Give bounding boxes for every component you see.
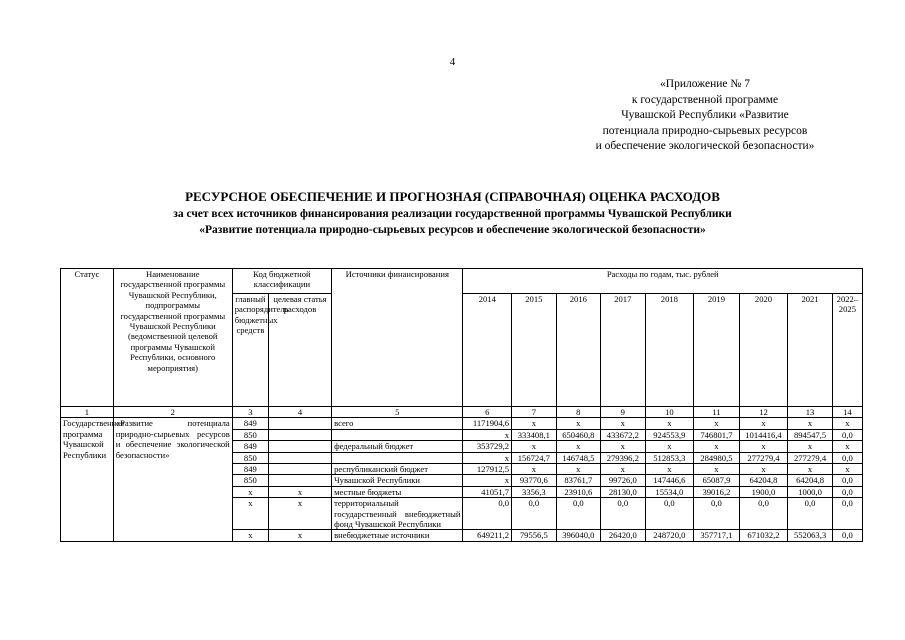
grbs-cell: x: [232, 486, 268, 497]
amount-cell: 156724,7: [512, 452, 556, 463]
amount-cell: x: [512, 418, 556, 429]
amount-cell: x: [556, 441, 600, 452]
amount-cell: 357717,1: [694, 530, 740, 541]
amount-cell: 353729,2: [463, 441, 512, 452]
header-year: 2015: [512, 294, 556, 407]
amount-cell: 512853,3: [645, 452, 694, 463]
amount-cell: x: [463, 475, 512, 486]
column-number: 10: [645, 407, 694, 418]
amount-cell: 0,0: [832, 530, 862, 541]
source-cell: местные бюджеты: [332, 486, 463, 497]
amount-cell: 279396,2: [601, 452, 645, 463]
amount-cell: 0,0: [645, 498, 694, 530]
column-number: 5: [332, 407, 463, 418]
amount-cell: 1171904,6: [463, 418, 512, 429]
amount-cell: x: [739, 464, 788, 475]
grbs-cell: 850: [232, 429, 268, 440]
amount-cell: x: [463, 429, 512, 440]
amount-cell: x: [788, 441, 832, 452]
amount-cell: 23910,6: [556, 486, 600, 497]
amount-cell: x: [512, 464, 556, 475]
amount-cell: x: [739, 418, 788, 429]
column-number: 13: [788, 407, 832, 418]
source-cell: республиканский бюджет: [332, 464, 463, 475]
amount-cell: x: [645, 441, 694, 452]
header-year: 2016: [556, 294, 600, 407]
title-line-2: за счет всех источников финансирования реализации государственной программы Чувашской Республики: [173, 208, 732, 220]
amount-cell: 0,0: [512, 498, 556, 530]
appendix-header: [565, 77, 845, 155]
header-expenses: Расходы по годам, тыс. рублей: [463, 269, 863, 294]
amount-cell: x: [788, 464, 832, 475]
grbs-cell: 849: [232, 464, 268, 475]
grbs-cell: x: [232, 530, 268, 541]
amount-cell: 0,0: [463, 498, 512, 530]
csr-cell: [268, 452, 331, 463]
appendix-line: и обеспечение экологической безопасности»: [595, 140, 815, 152]
amount-cell: 0,0: [601, 498, 645, 530]
column-number: 12: [739, 407, 788, 418]
document-title: [0, 188, 905, 238]
source-cell: Чувашской Республики: [332, 475, 463, 486]
amount-cell: x: [512, 441, 556, 452]
source-cell: внебюджетные источники: [332, 530, 463, 541]
amount-cell: 28130,0: [601, 486, 645, 497]
amount-cell: 99726,0: [601, 475, 645, 486]
amount-cell: 0,0: [832, 486, 862, 497]
source-cell: всего: [332, 418, 463, 429]
grbs-cell: x: [232, 498, 268, 530]
appendix-line: «Приложение № 7: [660, 78, 750, 90]
csr-cell: [268, 475, 331, 486]
status-cell: Государственная программа Чувашской Республики: [61, 418, 114, 541]
header-csr: целевая статья расходов: [268, 294, 331, 407]
grbs-cell: 850: [232, 475, 268, 486]
appendix-line: к государственной программе: [631, 93, 779, 106]
amount-cell: x: [556, 418, 600, 429]
amount-cell: x: [556, 464, 600, 475]
header-sources: Источники финансирования: [332, 269, 463, 407]
amount-cell: x: [463, 452, 512, 463]
amount-cell: x: [788, 418, 832, 429]
amount-cell: x: [832, 464, 862, 475]
header-year: 2014: [463, 294, 512, 407]
amount-cell: x: [601, 464, 645, 475]
amount-cell: 147446,6: [645, 475, 694, 486]
amount-cell: 0,0: [832, 475, 862, 486]
table-header-row: [61, 269, 863, 294]
amount-cell: x: [645, 418, 694, 429]
amount-cell: 649211,2: [463, 530, 512, 541]
header-year: 2019: [694, 294, 740, 407]
header-year: 2021: [788, 294, 832, 407]
amount-cell: 433672,2: [601, 429, 645, 440]
title-line-3: «Развитие потенциала природно-сырьевых ресурсов и обеспечение экологической безопасности»: [199, 224, 706, 236]
amount-cell: 0,0: [832, 429, 862, 440]
amount-cell: 146748,5: [556, 452, 600, 463]
column-number: 4: [268, 407, 331, 418]
amount-cell: 83761,7: [556, 475, 600, 486]
column-number: 6: [463, 407, 512, 418]
appendix-line: потенциала природно-сырьевых ресурсов: [602, 124, 808, 137]
program-name-cell: «Развитие потенциала природно-сырьевых ресурсов и обеспечение экологической безопасности»: [113, 418, 232, 541]
header-grbs: главный распорядитель бюджетных средств: [232, 294, 268, 407]
amount-cell: 248720,0: [645, 530, 694, 541]
amount-cell: 671032,2: [739, 530, 788, 541]
amount-cell: x: [694, 464, 740, 475]
page-number: 4: [449, 56, 456, 68]
column-number: 14: [832, 407, 862, 418]
column-number: 7: [512, 407, 556, 418]
amount-cell: x: [601, 441, 645, 452]
amount-cell: 0,0: [832, 498, 862, 530]
amount-cell: 41051,7: [463, 486, 512, 497]
amount-cell: 924553,9: [645, 429, 694, 440]
amount-cell: 650460,8: [556, 429, 600, 440]
grbs-cell: 850: [232, 452, 268, 463]
header-name: Наименование государственной программы Чувашской Республики, подпрограммы государственной программы Чувашской Республики (ведомственной целевой программы Чувашской Республики, основного мероприятия): [113, 269, 232, 407]
source-cell: федеральный бюджет: [332, 441, 463, 452]
column-number-row: [61, 407, 863, 418]
amount-cell: 64204,8: [788, 475, 832, 486]
csr-cell: [268, 441, 331, 452]
amount-cell: x: [832, 441, 862, 452]
amount-cell: 1000,0: [788, 486, 832, 497]
header-year: 2022–2025: [832, 294, 862, 407]
amount-cell: 284980,5: [694, 452, 740, 463]
source-cell: [332, 452, 463, 463]
csr-cell: [268, 418, 331, 429]
header-year: 2020: [739, 294, 788, 407]
amount-cell: 552063,3: [788, 530, 832, 541]
amount-cell: 333408,1: [512, 429, 556, 440]
column-number: 1: [61, 407, 114, 418]
amount-cell: 39016,2: [694, 486, 740, 497]
header-status: Статус: [61, 269, 114, 407]
csr-cell: x: [268, 486, 331, 497]
source-cell: территориальный государственный внебюджетный фонд Чувашской Республики: [332, 498, 463, 530]
amount-cell: 277279,4: [788, 452, 832, 463]
amount-cell: 396040,0: [556, 530, 600, 541]
amount-cell: 0,0: [694, 498, 740, 530]
appendix-line: Чувашской Республики «Развитие: [621, 109, 789, 121]
amount-cell: x: [694, 441, 740, 452]
grbs-cell: 849: [232, 418, 268, 429]
amount-cell: 26420,0: [601, 530, 645, 541]
amount-cell: x: [694, 418, 740, 429]
header-year: 2017: [601, 294, 645, 407]
amount-cell: 894547,5: [788, 429, 832, 440]
csr-cell: x: [268, 498, 331, 530]
amount-cell: 0,0: [788, 498, 832, 530]
amount-cell: 79556,5: [512, 530, 556, 541]
column-number: 9: [601, 407, 645, 418]
amount-cell: 277279,4: [739, 452, 788, 463]
amount-cell: 0,0: [739, 498, 788, 530]
header-year: 2018: [645, 294, 694, 407]
column-number: 3: [232, 407, 268, 418]
csr-cell: x: [268, 530, 331, 541]
amount-cell: 0,0: [832, 452, 862, 463]
amount-cell: 127912,5: [463, 464, 512, 475]
source-cell: [332, 429, 463, 440]
amount-cell: 746801,7: [694, 429, 740, 440]
amount-cell: 65087,9: [694, 475, 740, 486]
amount-cell: 1900,0: [739, 486, 788, 497]
amount-cell: 93770,6: [512, 475, 556, 486]
amount-cell: 0,0: [556, 498, 600, 530]
title-line-1: РЕСУРСНОЕ ОБЕСПЕЧЕНИЕ И ПРОГНОЗНАЯ (СПРАВОЧНАЯ) ОЦЕНКА РАСХОДОВ: [185, 189, 720, 204]
csr-cell: [268, 464, 331, 475]
column-number: 11: [694, 407, 740, 418]
amount-cell: x: [739, 441, 788, 452]
table-row: [61, 418, 863, 429]
amount-cell: 3356,3: [512, 486, 556, 497]
amount-cell: x: [832, 418, 862, 429]
amount-cell: 1014416,4: [739, 429, 788, 440]
grbs-cell: 849: [232, 441, 268, 452]
column-number: 2: [113, 407, 232, 418]
column-number: 8: [556, 407, 600, 418]
amount-cell: x: [601, 418, 645, 429]
amount-cell: 15534,0: [645, 486, 694, 497]
csr-cell: [268, 429, 331, 440]
amount-cell: x: [645, 464, 694, 475]
header-code: Код бюджетной классификации: [232, 269, 331, 294]
resource-table: [60, 268, 863, 542]
amount-cell: 64204,8: [739, 475, 788, 486]
